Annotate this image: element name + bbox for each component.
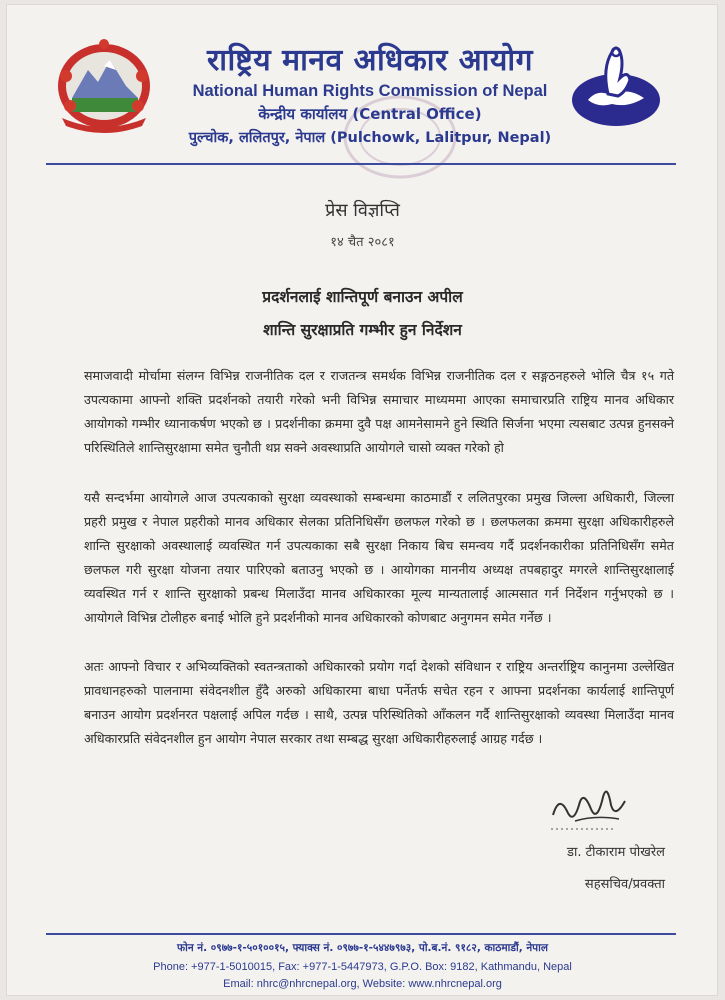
nepal-emblem-icon bbox=[50, 36, 158, 136]
body-paragraph-2: यसै सन्दर्भमा आयोगले आज उपत्यकाको सुरक्षा व्यवस्थाको सम्बन्धमा काठमाडौं र ललितपुरका प्रमुख जिल्ला अधिकारी, जिल्ला प्रहरी प्रमुख र नेपाल प्रहरीको मानव अधिकार सेलका प्रतिनिधिसँग छलफल गरेको छ । छलफलका क्रममा सुरक्षा अधिकारीहरुले शान्ति सुरक्षाको अवस्थालाई व्यवस्थित गर्न उपत्यकाका सबै सुरक्षा निकाय बिच समन्वय गर्दै प्रदर्शनकारीका प्रतिनिधिसँग समेत छलफल गरी सुरक्षा योजना तयार पारिएको बताउनु भएको छ । आयोगका माननीय अध्यक्ष तपबहादुर मगरले शान्तिसुरक्षालाई व्यवस्थित गर्न र शान्ति सुरक्षाको प्रबन्ध मिलाउँदा मानव अधिकारका मूल्य मान्यतालाई आत्मसात गर्न निर्देशन गर्नुभएको छ । आयोगले विभिन्न टोलीहरु बनाई भोलि हुने प्रदर्शनीको मानव अधिकारको कोणबाट अनुगमन समेत गर्नेछ । bbox=[84, 490, 674, 625]
signatory-name: डा. टीकाराम पोखरेल bbox=[567, 845, 665, 860]
headline-appeal: प्रदर्शनलाई शान्तिपूर्ण बनाउन अपील bbox=[262, 288, 463, 306]
press-release-heading: प्रेस विज्ञप्ति bbox=[325, 200, 400, 221]
header-divider bbox=[46, 163, 676, 165]
footer-email-website: Email: nhrc@nhrcnepal.org, Website: www.nhrcnepal.org bbox=[223, 978, 502, 990]
footer-contact-nepali: फोन नं. ०९७७-१-५०१००१५, फ्याक्स नं. ०९७७-१-५४४७९७३, पो.ब.नं. ९१८२, काठमाडौं, नेपाल bbox=[177, 942, 548, 954]
body-paragraph-3: अतः आफ्नो विचार र अभिव्यक्तिको स्वतन्त्रताको अधिकारको प्रयोग गर्दा देशको संविधान र राष्ट्रिय अन्तर्राष्ट्रिय कानुनमा उल्लेखित प्रावधानहरुको पालनामा संवेदनशील हुँदै अरुको अधिकारमा बाधा पर्नेतर्फ सचेत रहन र आफ्ना प्रदर्शनका कार्यलाई शान्तिपूर्ण बनाउन आयोग प्रदर्शनरत पक्षलाई अपिल गर्दछ । साथै, उत्पन्न परिस्थितिको आँकलन गर्दै शान्तिसुरक्षाको व्यवस्था मिलाउँदा मानव अधिकारप्रति संवेदनशील हुन आयोग नेपाल सरकार तथा सम्बद्ध सुरक्षा अधिकारीहरुलाई आग्रह गर्दछ । bbox=[84, 659, 674, 746]
office-name: केन्द्रीय कार्यालय (Central Office) bbox=[258, 105, 482, 123]
letterhead bbox=[40, 32, 680, 162]
org-name-english: National Human Rights Commission of Nepal bbox=[192, 82, 548, 100]
footer-divider bbox=[46, 933, 676, 935]
org-name-nepali: राष्ट्रिय मानव अधिकार आयोग bbox=[206, 43, 534, 78]
office-address: पुल्चोक, ललितपुर, नेपाल (Pulchowk, Lalitpur, Nepal) bbox=[188, 130, 552, 146]
press-release-date: १४ चैत २०८१ bbox=[330, 235, 395, 250]
headline-directive: शान्ति सुरक्षाप्रति गम्भीर हुन निर्देशन bbox=[263, 321, 462, 339]
footer-contact-english: Phone: +977-1-5010015, Fax: +977-1-5447973, G.P.O. Box: 9182, Kathmandu, Nepal bbox=[153, 961, 572, 973]
handwritten-signature-icon bbox=[545, 775, 635, 837]
nhrc-hand-logo-icon bbox=[568, 38, 664, 134]
body-paragraph-1: समाजवादी मोर्चामा संलग्न विभिन्न राजनीतिक दल र राजतन्त्र समर्थक विभिन्न राजनीतिक दल र सङ्गठनहरुले भोलि चैत्र १५ गते उपत्यकामा आफ्नो शक्ति प्रदर्शनको तयारी गरेको भनी विभिन्न समाचार माध्यममा आएका समाचारप्रति राष्ट्रिय मानव अधिकार आयोगको गम्भीर ध्यानाकर्षण भएको छ । प्रदर्शनीका क्रममा दुवै पक्ष आमनेसामने हुने स्थिति सिर्जना भएमा त्यसबाट उत्पन्न हुनसक्ने परिस्थितिले शान्तिसुरक्षामा समेत चुनौती थप्न सक्ने अवस्थाप्रति आयोगले चासो व्यक्त गरेको हो bbox=[84, 368, 674, 455]
signatory-title: सहसचिव/प्रवक्ता bbox=[584, 877, 665, 892]
